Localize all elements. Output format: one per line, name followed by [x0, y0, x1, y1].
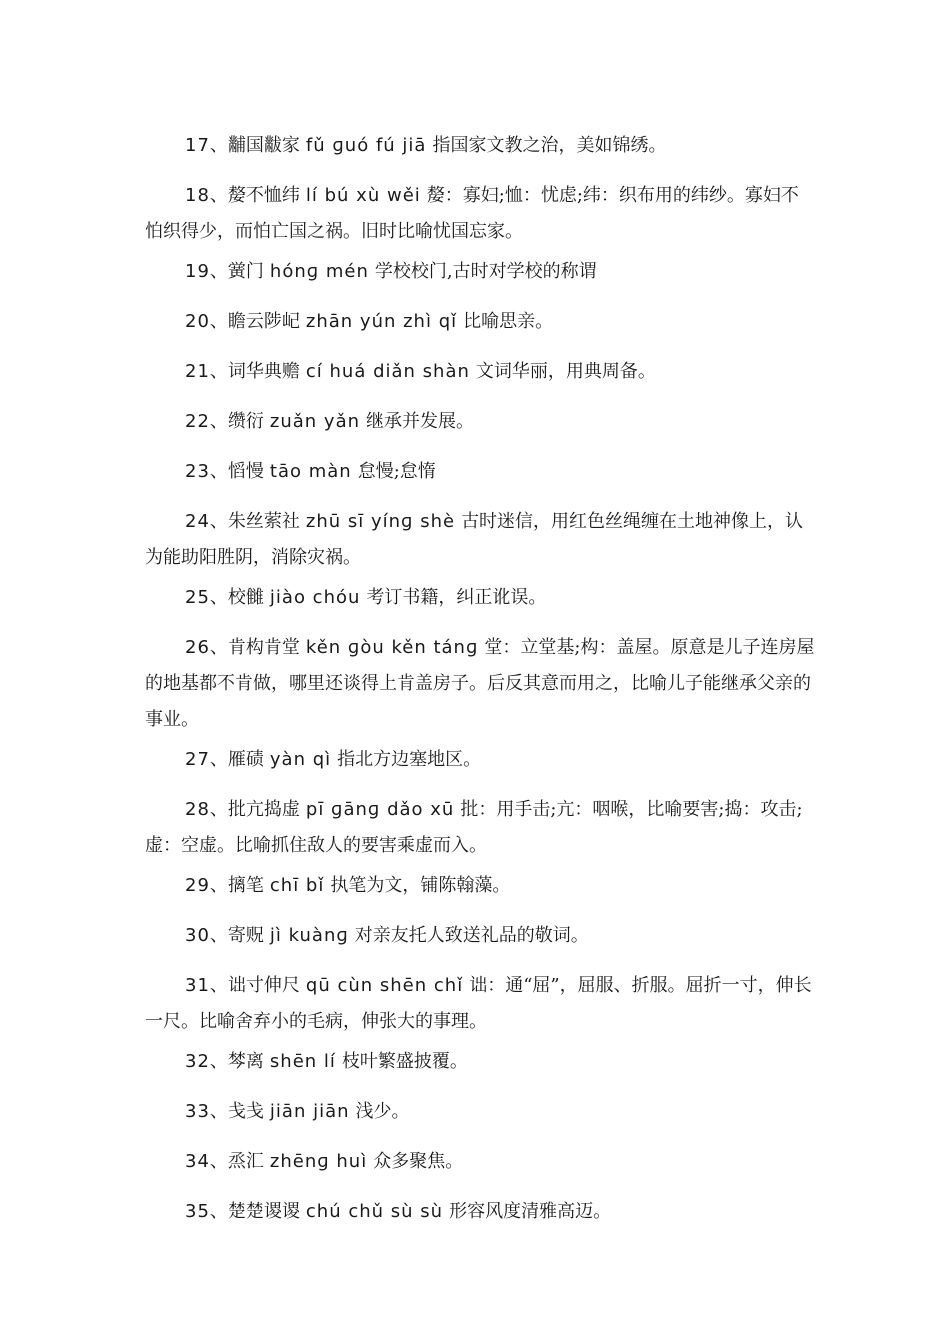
entry-35: 35、楚楚谡谡 chú chǔ sù sù 形容风度清雅高迈。	[145, 1194, 815, 1230]
entry-definition: 众多聚焦。	[373, 1151, 464, 1172]
entry-word: 嫠不恤纬	[227, 185, 300, 206]
entry-word: 黉门	[227, 261, 264, 282]
entry-pinyin: chú chǔ sù sù	[305, 1201, 444, 1222]
entry-word: 戋戋	[227, 1101, 264, 1122]
entry-31: 31、诎寸伸尺 qū cùn shēn chǐ 诎：通“屈”，屈服、折服。屈折一寸，伸长一尺。比喻舍弃小的毛病，伸张大的事理。	[145, 975, 812, 1032]
entry-pinyin: shēn lí	[269, 1051, 336, 1072]
entry-29: 29、摛笔 chī bǐ 执笔为文，铺陈翰藻。	[145, 868, 815, 904]
entry-26: 26、肯构肯堂 kěn ɡòu kěn tánɡ 堂：立堂基;构：盖屋。原意是儿子连房屋的地基都不肯做，哪里还谈得上肯盖房子。后反其意而用之，比喻儿子能继承父亲的事业。	[145, 637, 815, 730]
entry-definition: 学校校门,古时对学校的称谓	[374, 261, 597, 282]
entry-word: 烝汇	[227, 1151, 264, 1172]
entry-number: 27	[185, 749, 210, 770]
entry-definition: 怠慢;怠惰	[357, 461, 436, 482]
entry-pinyin: cí huá diǎn shàn	[305, 361, 470, 382]
entry-pinyin: qū cùn shēn chǐ	[305, 975, 464, 996]
entry-number: 26	[185, 637, 210, 658]
entry-number: 34	[185, 1151, 210, 1172]
entry-number: 35	[185, 1201, 210, 1222]
entry-20: 20、瞻云陟屺 zhān yún zhì qǐ 比喻思亲。	[145, 304, 815, 340]
entry-24: 24、朱丝萦社 zhū sī yínɡ shè 古时迷信，用红色丝绳缠在土地神像上，认为能助阳胜阴，消除灾祸。	[145, 511, 804, 568]
entry-19: 19、黉门 hónɡ mén 学校校门,古时对学校的称谓	[145, 254, 815, 290]
entry-definition: 对亲友托人致送礼品的敬词。	[354, 925, 589, 946]
entry-pinyin: tāo màn	[269, 461, 352, 482]
entry-number: 33	[185, 1101, 210, 1122]
entry-definition: 古时迷信，用红色丝绳缠在土地神像上，认为能助阳胜阴，消除灾祸。	[145, 511, 804, 568]
entry-pinyin: jiào chóu	[269, 587, 361, 608]
entry-33: 33、戋戋 jiān jiān 浅少。	[145, 1094, 815, 1130]
entry-pinyin: jiān jiān	[269, 1101, 350, 1122]
entry-word: 寄贶	[227, 925, 264, 946]
entry-number: 22	[185, 411, 210, 432]
entry-23: 23、慆慢 tāo màn 怠慢;怠惰	[145, 454, 815, 490]
entry-number: 25	[185, 587, 210, 608]
entry-pinyin: yàn qì	[269, 749, 332, 770]
entry-definition: 形容风度清雅高迈。	[449, 1201, 612, 1222]
entry-word: 黼国黻家	[227, 135, 300, 156]
entry-word: 摛笔	[227, 875, 264, 896]
entry-definition: 执笔为文，铺陈翰藻。	[330, 875, 511, 896]
entry-definition: 指国家文教之治，美如锦绣。	[432, 135, 667, 156]
entry-word: 缵衍	[227, 411, 264, 432]
entry-34: 34、烝汇 zhēnɡ huì 众多聚焦。	[145, 1144, 815, 1180]
entry-definition: 文词华丽，用典周备。	[475, 361, 656, 382]
entry-22: 22、缵衍 zuǎn yǎn 继承并发展。	[145, 404, 815, 440]
entry-definition: 浅少。	[355, 1101, 410, 1122]
entry-definition: 考订书籍，纠正讹误。	[366, 587, 547, 608]
entry-definition: 诎：通“屈”，屈服、折服。屈折一寸，伸长一尺。比喻舍弃小的毛病，伸张大的事理。	[145, 975, 812, 1032]
entry-number: 21	[185, 361, 210, 382]
entry-word: 棽离	[227, 1051, 264, 1072]
entry-pinyin: zhū sī yínɡ shè	[305, 511, 456, 532]
entry-number: 32	[185, 1051, 210, 1072]
entry-definition: 批：用手击;亢：咽喉，比喻要害;捣：攻击;虚：空虚。比喻抓住敌人的要害乘虚而入。	[145, 799, 803, 856]
entry-number: 19	[185, 261, 210, 282]
entry-number: 28	[185, 799, 210, 820]
entry-17: 17、黼国黻家 fǔ ɡuó fú jiā 指国家文教之治，美如锦绣。	[145, 128, 815, 164]
entry-word: 慆慢	[227, 461, 264, 482]
entry-30: 30、寄贶 jì kuànɡ 对亲友托人致送礼品的敬词。	[145, 918, 815, 954]
entry-28: 28、批亢捣虚 pī ɡānɡ dǎo xū 批：用手击;亢：咽喉，比喻要害;捣：攻击;虚：空虚。比喻抓住敌人的要害乘虚而入。	[145, 799, 803, 856]
entry-pinyin: zuǎn yǎn	[269, 411, 361, 432]
entry-pinyin: lí bú xù wěi	[305, 185, 421, 206]
entry-number: 17	[185, 135, 210, 156]
entry-number: 23	[185, 461, 210, 482]
entry-word: 雁碛	[227, 749, 264, 770]
entry-21: 21、词华典赡 cí huá diǎn shàn 文词华丽，用典周备。	[145, 354, 815, 390]
entry-definition: 枝叶繁盛披覆。	[341, 1051, 468, 1072]
entry-word: 肯构肯堂	[227, 637, 300, 658]
entry-25: 25、校雠 jiào chóu 考订书籍，纠正讹误。	[145, 580, 815, 616]
entry-word: 瞻云陟屺	[227, 311, 300, 332]
entry-definition: 继承并发展。	[366, 411, 475, 432]
entry-word: 诎寸伸尺	[227, 975, 300, 996]
document-page	[145, 128, 815, 1244]
entry-word: 朱丝萦社	[227, 511, 300, 532]
entry-32: 32、棽离 shēn lí 枝叶繁盛披覆。	[145, 1044, 815, 1080]
entry-pinyin: pī ɡānɡ dǎo xū	[305, 799, 455, 820]
entry-pinyin: fǔ ɡuó fú jiā	[305, 135, 427, 156]
entry-pinyin: jì kuànɡ	[269, 925, 349, 946]
entry-definition: 比喻思亲。	[463, 311, 554, 332]
entry-word: 校雠	[227, 587, 264, 608]
entry-pinyin: zhān yún zhì qǐ	[305, 311, 458, 332]
entry-number: 18	[185, 185, 210, 206]
entry-pinyin: chī bǐ	[269, 875, 325, 896]
entry-word: 楚楚谡谡	[227, 1201, 300, 1222]
entry-number: 24	[185, 511, 210, 532]
entry-word: 批亢捣虚	[227, 799, 300, 820]
entry-pinyin: hónɡ mén	[269, 261, 369, 282]
entry-number: 30	[185, 925, 210, 946]
entry-definition: 堂：立堂基;构：盖屋。原意是儿子连房屋的地基都不肯做，哪里还谈得上肯盖房子。后反其意而用之，比喻儿子能继承父亲的事业。	[145, 637, 815, 730]
entry-pinyin: kěn ɡòu kěn tánɡ	[305, 637, 479, 658]
entry-word: 词华典赡	[227, 361, 300, 382]
entry-definition: 嫠：寡妇;恤：忧虑;纬：织布用的纬纱。寡妇不怕织得少，而怕亡国之祸。旧时比喻忧国忘家。	[145, 185, 799, 242]
entry-27: 27、雁碛 yàn qì 指北方边塞地区。	[145, 742, 815, 778]
entry-number: 31	[185, 975, 210, 996]
entry-number: 29	[185, 875, 210, 896]
entry-pinyin: zhēnɡ huì	[269, 1151, 368, 1172]
entry-number: 20	[185, 311, 210, 332]
entry-18: 18、嫠不恤纬 lí bú xù wěi 嫠：寡妇;恤：忧虑;纬：织布用的纬纱。寡妇不怕织得少，而怕亡国之祸。旧时比喻忧国忘家。	[145, 185, 799, 242]
entry-definition: 指北方边塞地区。	[337, 749, 482, 770]
